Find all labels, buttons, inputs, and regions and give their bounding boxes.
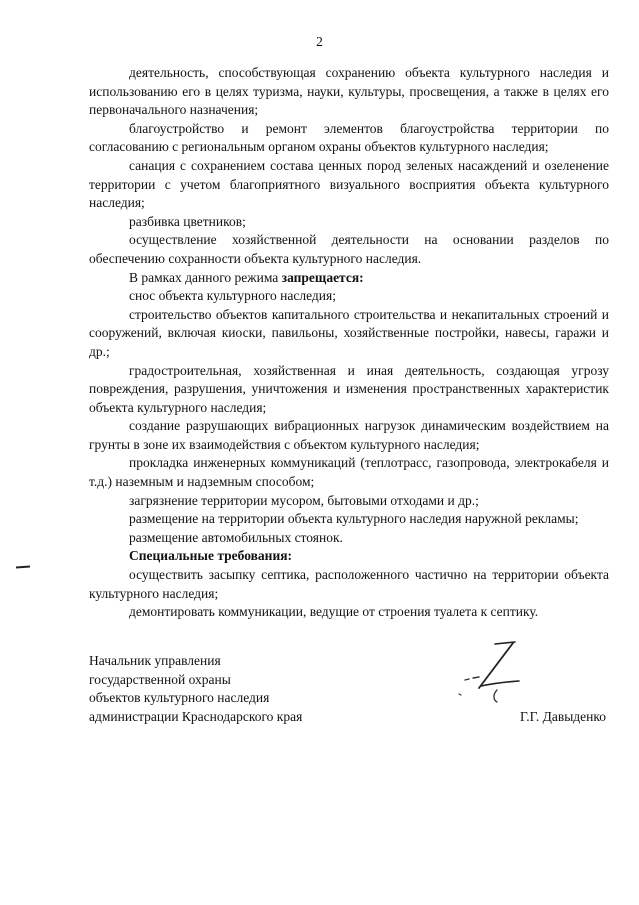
signer-position-line: администрации Краснодарского края [89,708,303,724]
signer-position-line: объектов культурного наследия [89,690,270,706]
paragraph: деятельность, способствующая сохранению объекта культурного наследия и использованию его в целях туризма, науки, культуры, просвещения, а также в целях его первоначального назначения; [89,65,609,118]
prohibition-item: загрязнение территории мусором, бытовыми отходами и др.; [129,492,479,508]
prohibition-intro [89,269,609,288]
prohibition-item: прокладка инженерных коммуникаций (теплотрасс, газопровода, электрокабеля и т.д.) наземным и надземным способом; [89,455,609,490]
prohibition-item: строительство объектов капитального строительства и некапитальных строений и сооружений, включая киоски, павильоны, хозяйственные постройки, навесы, гаражи и др.; [89,306,609,359]
prohibition-item: размещение автомобильных стоянок. [129,529,343,545]
margin-mark [16,566,30,569]
paragraph: осуществление хозяйственной деятельности на основании разделов по обеспечению сохранности объекта культурного наследия. [89,232,609,266]
signer-name: Г.Г. Давыденко [519,708,606,724]
prohibition-item: размещение на территории объекта культурного наследия наружной рекламы; [129,511,579,527]
special-heading-line [89,547,609,566]
paragraph: санация с сохранением состава ценных пород зеленых насаждений и озеленение территории с учетом благоприятного визуального восприятия объекта культурного наследия; [89,157,609,211]
signature-block [89,652,614,732]
prohibition-item: создание разрушающих вибрационных нагрузок динамическим воздействием на грунты в зоне их взаимодействия с объектом культурного наследия; [89,418,609,452]
handwritten-signature [457,638,533,710]
paragraph: разбивка цветников; [129,213,246,229]
special-requirement-item: осуществить засыпку септика, расположенного частично на территории объекта культурного наследия; [89,567,609,601]
prohibition-item: градостроительная, хозяйственная и иная деятельность, создающая угрозу повреждения, разрушения, уничтожения и изменения пространственных характеристик объекта культурного наследия; [89,362,609,415]
prohibition-item: снос объекта культурного наследия; [129,288,336,304]
signer-position-line: государственной охраны [89,671,231,687]
paragraph: благоустройство и ремонт элементов благоустройства территории по согласованию с региональным органом охраны объектов культурного наследия; [89,120,609,155]
signer-position [89,652,302,726]
page-number: 2 [316,34,323,49]
document-body [89,64,609,622]
prohibition-intro-bold: запрещается: [281,269,364,285]
signer-position-line: Начальник управления [89,653,221,668]
special-requirement-item: демонтировать коммуникации, ведущие от строения туалета к септику. [129,604,539,620]
prohibition-intro-text: В рамках данного режима [129,269,282,285]
special-heading: Специальные требования: [129,548,293,564]
